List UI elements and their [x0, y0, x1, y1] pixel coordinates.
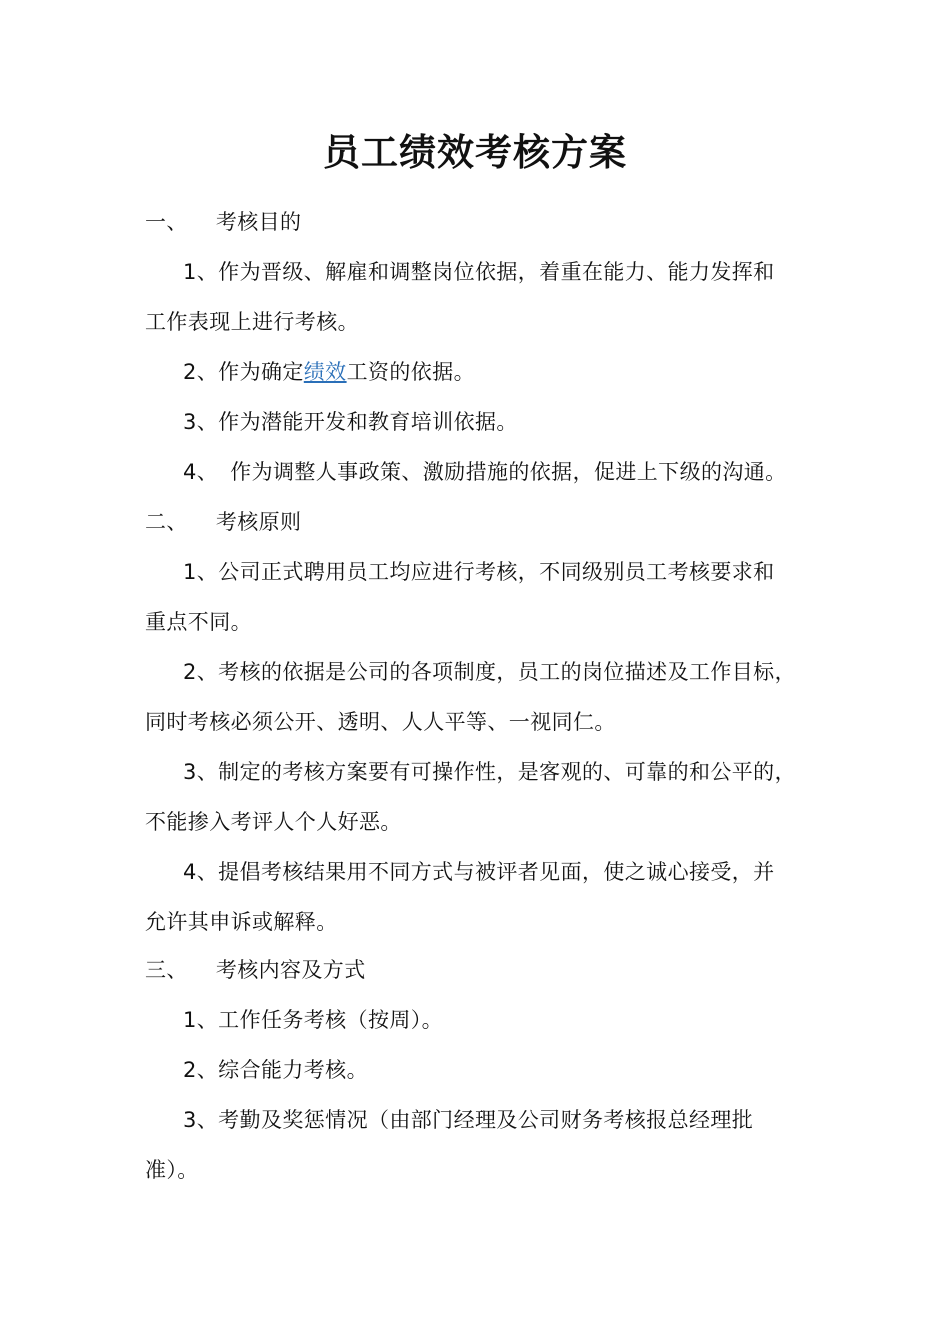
document-title: 员工绩效考核方案	[323, 131, 627, 174]
section-number: 二、	[145, 510, 188, 534]
section-number: 一、	[145, 210, 188, 234]
list-item: 3、作为潜能开发和教育培训依据。	[183, 410, 518, 434]
section-title: 考核内容及方式	[215, 958, 366, 982]
section-number: 三、	[145, 958, 188, 982]
list-item: 3、制定的考核方案要有可操作性，是客观的、可靠的和公平的，	[183, 760, 796, 784]
section-title: 考核目的	[215, 210, 302, 234]
performance-link[interactable]: 绩效	[303, 360, 347, 384]
list-item-continuation: 重点不同。	[145, 610, 252, 634]
list-item-continuation: 不能掺入考评人个人好恶。	[145, 810, 402, 834]
list-item-continuation: 同时考核必须公开、透明、人人平等、一视同仁。	[145, 710, 616, 734]
list-item: 2、作为确定绩效工资的依据。	[183, 360, 475, 384]
list-item-continuation: 工作表现上进行考核。	[145, 310, 359, 334]
list-item-continuation: 准）。	[145, 1158, 199, 1182]
list-item: 4、提倡考核结果用不同方式与被评者见面，使之诚心接受，并	[183, 860, 775, 884]
list-item: 3、考勤及奖惩情况（由部门经理及公司财务考核报总经理批	[183, 1108, 754, 1132]
section-heading	[145, 207, 301, 237]
section-heading	[145, 507, 301, 537]
list-item: 1、工作任务考核（按周）。	[183, 1008, 444, 1032]
list-item: 1、公司正式聘用员工均应进行考核，不同级别员工考核要求和	[183, 560, 775, 584]
section-title: 考核原则	[215, 510, 302, 534]
section-heading	[145, 955, 366, 985]
list-item: 1、作为晋级、解雇和调整岗位依据，着重在能力、能力发挥和	[183, 260, 775, 284]
list-item: 4、 作为调整人事政策、激励措施的依据，促进上下级的沟通。	[183, 460, 787, 484]
list-item: 2、综合能力考核。	[183, 1058, 368, 1082]
list-item-continuation: 允许其申诉或解释。	[145, 910, 338, 934]
list-item: 2、考核的依据是公司的各项制度，员工的岗位描述及工作目标，	[183, 660, 796, 684]
